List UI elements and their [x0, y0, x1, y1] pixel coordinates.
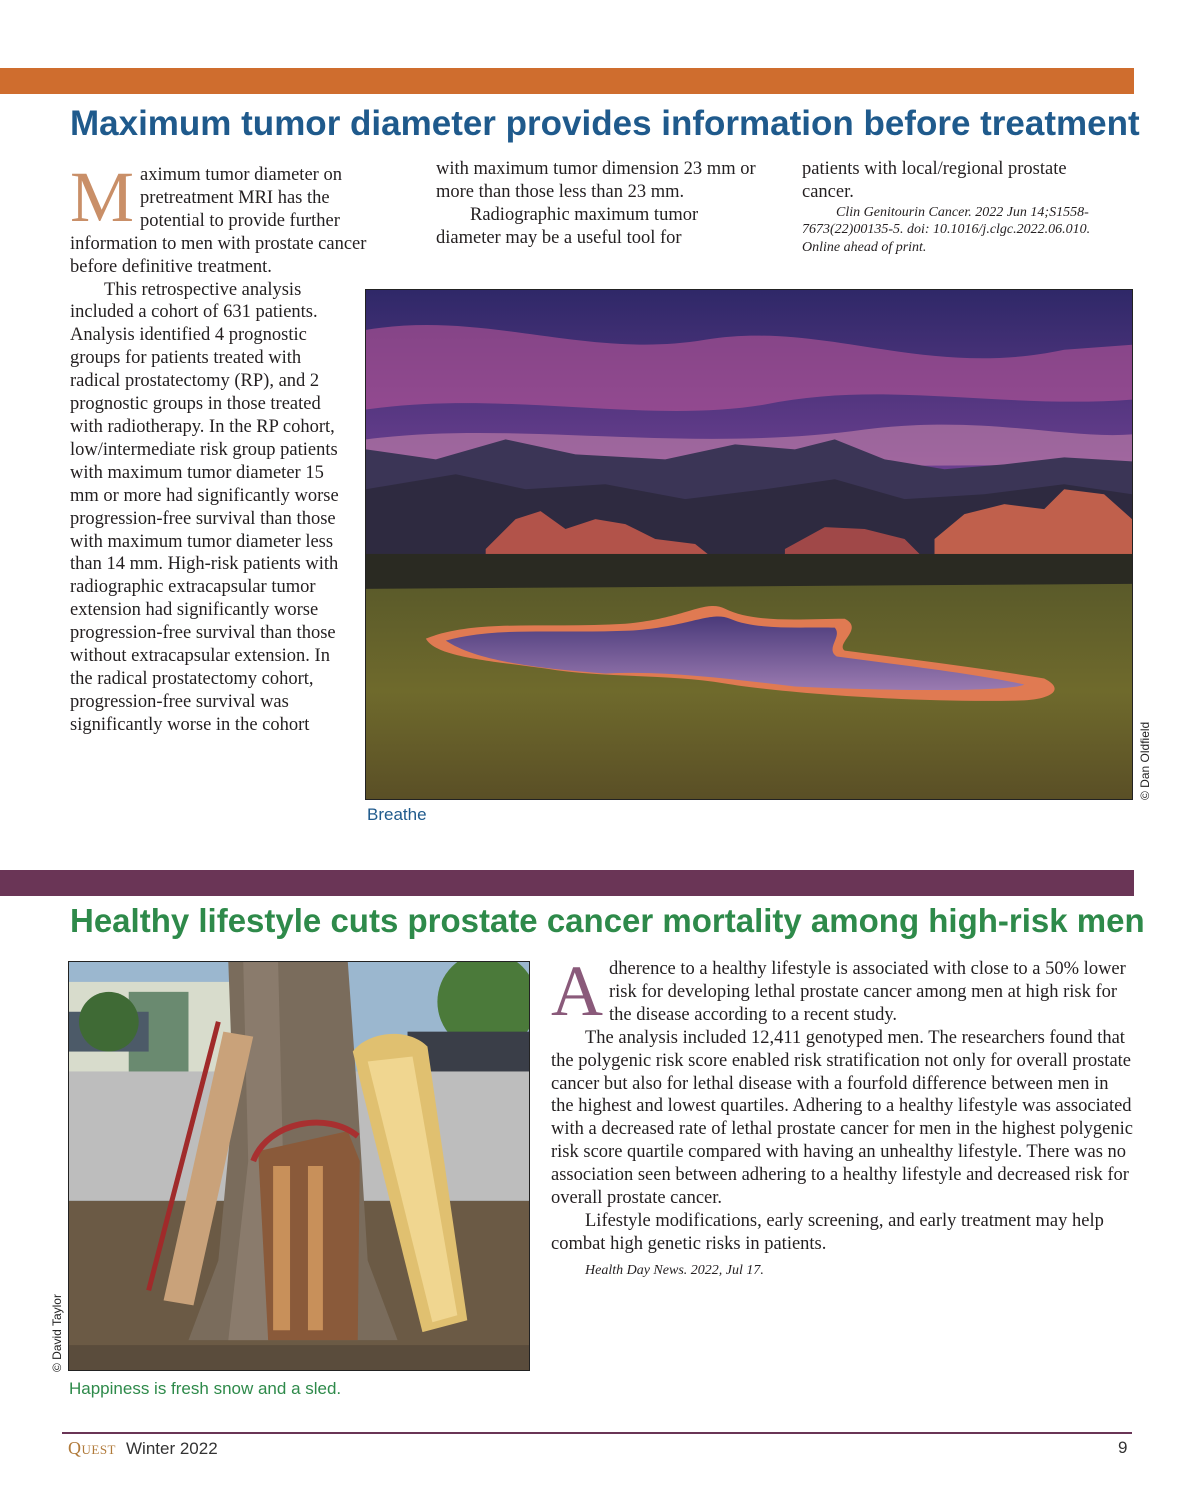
article-1-column-2	[436, 158, 756, 250]
article-2-dropcap: A	[551, 951, 603, 1031]
pool-photo-credit: © Dan Oldfield	[1138, 721, 1152, 800]
article-2-column	[551, 951, 1135, 1279]
article-1-paragraph-2: This retrospective analysis included a cohort of 631 patients. Analysis identified 4 prognostic groups for patients treated with radical prostatectomy (RP), and 2 prognostic groups in those treated with radiotherapy. In the RP cohort, low/intermediate risk group patients with maximum tumor diameter 15 mm or more had significantly worse progression-free survival than those with maximum tumor diameter less than 14 mm. High-risk patients with radiographic extracapsular tumor extension had significantly worse progression-free survival than those without extracapsular extension. In the radical prostatectomy cohort, progression-free survival was significantly worse in the cohort	[70, 279, 339, 735]
article-1-column-3	[802, 158, 1122, 256]
article-1-column-1	[70, 157, 382, 737]
article-1-paragraph-1	[70, 157, 382, 279]
article-1-paragraph-5: patients with local/regional prostate cancer.	[802, 159, 1067, 202]
footer-rule	[62, 1432, 1132, 1434]
sleds-photo-caption: Happiness is fresh snow and a sled.	[69, 1379, 342, 1398]
article-2-headline: Healthy lifestyle cuts prostate cancer mortality among high-risk men	[70, 902, 1145, 939]
article-1-paragraph-3: with maximum tumor dimension 23 mm or more than those less than 23 mm.	[436, 159, 756, 202]
article-1-citation: Clin Genitourin Cancer. 2022 Jun 14;S1558-7673(22)00135-5. doi: 10.1016/j.clgc.2022.06.010. Online ahead of print.	[802, 204, 1091, 255]
article-1-dropcap: M	[70, 157, 135, 237]
page-number: 9	[1118, 1438, 1128, 1457]
article-2-paragraph-1	[551, 951, 1135, 1031]
article-1-paragraph-1-text: aximum tumor diameter on pretreatment MRI has the potential to provide further information to men with prostate cancer before definitive treatment.	[70, 165, 367, 277]
pool-mountain-photo	[365, 289, 1133, 800]
article-1-paragraph-4: Radiographic maximum tumor diameter may be a useful tool for	[436, 204, 699, 248]
footer-issue-line	[68, 1438, 218, 1459]
issue-label: Winter 2022	[126, 1439, 218, 1458]
article-2-paragraph-1-text: dherence to a healthy lifestyle is associated with close to a 50% lower risk for developing lethal prostate cancer among men at high risk for the disease according to a recent study.	[609, 959, 1126, 1025]
plum-section-bar	[0, 870, 1134, 896]
magazine-brand: Quest	[68, 1438, 116, 1458]
sleds-photo-credit: © David Taylor	[50, 1294, 64, 1372]
article-2-paragraph-3: Lifestyle modifications, early screening, and early treatment may help combat high genetic risks in patients.	[551, 1210, 1104, 1254]
sleds-tree-photo	[68, 961, 530, 1371]
article-1-headline: Maximum tumor diameter provides information before treatment	[70, 104, 1140, 143]
orange-section-bar	[0, 68, 1134, 94]
pool-photo-caption: Breathe	[367, 805, 427, 824]
article-2-citation: Health Day News. 2022, Jul 17.	[585, 1262, 764, 1278]
article-2-paragraph-2: The analysis included 12,411 genotyped men. The researchers found that the polygenic risk score enabled risk stratification not only for overall prostate cancer but also for lethal disease with a fourfold difference between men in the highest and lowest quartiles. Adhering to a healthy lifestyle was associated with a decreased rate of lethal prostate cancer for men in the highest polygenic risk score quartile compared with having an unhealthy lifestyle. There was no association seen between adhering to a healthy lifestyle and decreased risk for overall prostate cancer.	[551, 1027, 1133, 1209]
